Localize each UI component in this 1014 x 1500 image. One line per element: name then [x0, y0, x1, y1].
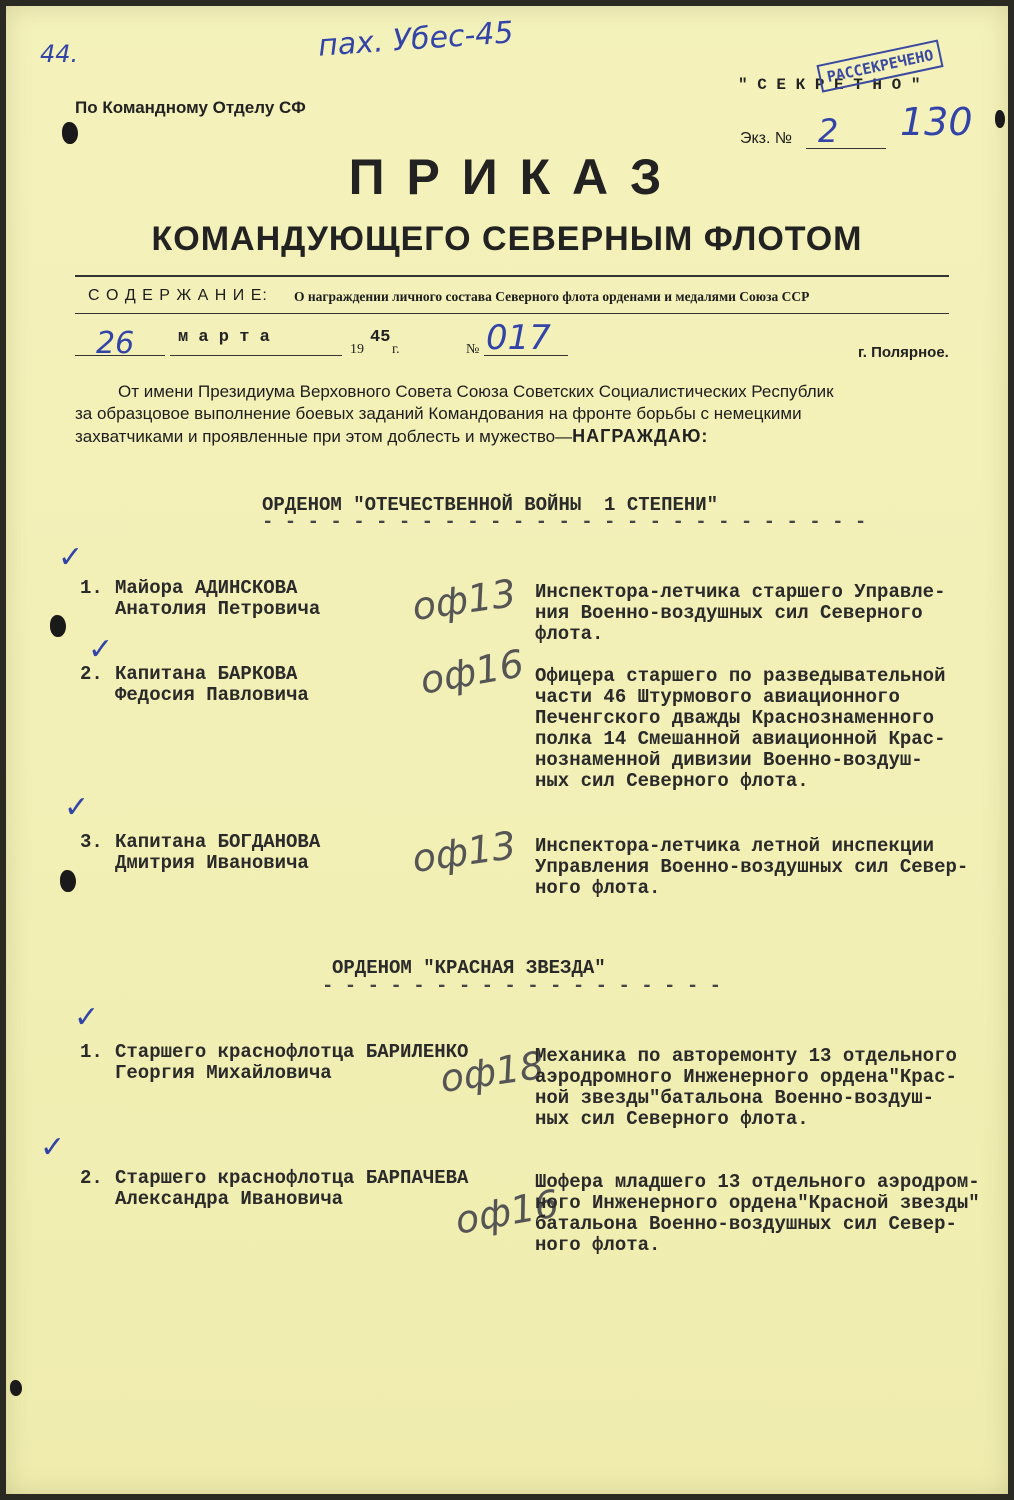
- punch-hole: [10, 1380, 22, 1396]
- year-prefix: 19: [350, 342, 364, 357]
- section2-heading: ОРДЕНОМ "КРАСНАЯ ЗВЕЗДА": [332, 957, 606, 979]
- number-label: №: [466, 342, 480, 357]
- copy-label: Экз. №: [740, 130, 793, 147]
- pencil-note: оф16: [416, 641, 528, 703]
- item-number: 2.: [80, 663, 103, 685]
- recipient-rank-surname: Старшего краснофлотца БАРПАЧЕВА: [115, 1167, 469, 1189]
- item-number: 1.: [80, 1041, 103, 1063]
- recipient-description: Механика по авторемонту 13 отдельного аэродромного Инженерного ордена"Крас- ной звезды"батальона Военно-воздуш- ных сил Северного флота.: [535, 1045, 957, 1130]
- month-underline: [170, 355, 342, 356]
- punch-hole: [62, 122, 78, 144]
- page-subtitle: КОМАНДУЮЩЕГО СЕВЕРНЫМ ФЛОТОМ: [151, 220, 863, 258]
- preamble-line1: От имени Президиума Верховного Совета Союза Советских Социалистических Республик: [118, 382, 834, 401]
- recipient-description: Офицера старшего по разведывательной части 46 Штурмового авиационного Печенгского дважды Краснознаменного полка 14 Смешанной авиационной Крас- нознаменной дивизии Военно-воздуш- ных сил Северного флота.: [535, 665, 946, 792]
- recipient-rank-surname: Старшего краснофлотца БАРИЛЕНКО: [115, 1041, 469, 1063]
- recipient-rank-surname: Майора АДИНСКОВА: [115, 577, 298, 599]
- date-day: 26: [96, 326, 135, 361]
- recipient-rank-surname: Капитана БАРКОВА: [115, 663, 298, 685]
- recipient-description: Шофера младшего 13 отдельного аэродром- ного Инженерного ордена"Красной звезды" батальона Военно-воздушных сил Север- ного флота.: [535, 1171, 980, 1256]
- day-underline: [75, 355, 165, 356]
- date-year: 45: [370, 328, 391, 347]
- punch-hole: [50, 615, 66, 637]
- contents-label: С О Д Е Р Ж А Н И Е:: [88, 287, 268, 304]
- recipient-first-names: Федосия Павловича: [115, 684, 309, 706]
- item-number: 2.: [80, 1167, 103, 1189]
- preamble-line3: [75, 426, 708, 447]
- preamble-text: захватчиками и проявленные при этом доблесть и мужество—: [75, 427, 573, 446]
- year-suffix: г.: [392, 342, 400, 357]
- checkmark-icon: ✓: [74, 1000, 100, 1035]
- archive-note: пах. Убес-45: [317, 15, 515, 64]
- copy-number: 2: [818, 112, 839, 150]
- contents-divider: [75, 313, 949, 314]
- place-label: г. Полярное.: [858, 344, 949, 361]
- page-number: 44.: [40, 40, 79, 68]
- checkmark-icon: ✓: [58, 540, 84, 575]
- number-underline: [484, 355, 568, 356]
- title-divider: [75, 275, 949, 277]
- order-number: 017: [486, 318, 551, 358]
- declassified-stamp: РАССЕКРЕЧЕНО: [816, 39, 943, 92]
- date-month: м а р т а: [178, 328, 270, 347]
- section1-heading: ОРДЕНОМ "ОТЕЧЕСТВЕННОЙ ВОЙНЫ 1 СТЕПЕНИ": [262, 494, 719, 516]
- department-label: По Командному Отделу СФ: [75, 98, 306, 117]
- page-title: П Р И К А З: [348, 149, 666, 205]
- punch-hole: [995, 110, 1005, 128]
- recipient-description: Инспектора-летчика летной инспекции Управления Военно-воздушных сил Север- ного флота.: [535, 835, 969, 899]
- pencil-note: оф13: [409, 822, 519, 882]
- preamble-line2: за образцовое выполнение боевых заданий Командования на фронте борьбы с немецкими: [75, 404, 802, 423]
- punch-hole: [60, 870, 76, 892]
- recipient-first-names: Георгия Михайловича: [115, 1062, 332, 1084]
- checkmark-icon: ✓: [40, 1130, 66, 1165]
- pencil-note: оф13: [409, 570, 519, 630]
- section2-heading-underline: - - - - - - - - - - - - - - - - - -: [322, 975, 722, 997]
- recipient-first-names: Дмитрия Ивановича: [115, 852, 309, 874]
- recipient-rank-surname: Капитана БОГДАНОВА: [115, 831, 321, 853]
- recipient-first-names: Анатолия Петровича: [115, 598, 321, 620]
- recipient-first-names: Александра Ивановича: [115, 1188, 344, 1210]
- pencil-note: оф16: [451, 1181, 563, 1243]
- secrecy-label: " С Е К Р Е Т Н О ": [738, 76, 921, 94]
- contents-text: О награждении личного состава Северного флота орденами и медалями Союза ССР: [294, 289, 810, 304]
- section1-heading-underline: - - - - - - - - - - - - - - - - - - - - - - - - - - -: [262, 511, 867, 533]
- checkmark-icon: ✓: [64, 790, 90, 825]
- checkmark-icon: ✓: [88, 632, 114, 667]
- award-word: НАГРАЖДАЮ:: [572, 426, 709, 446]
- sheet-number: 130: [900, 100, 973, 144]
- item-number: 3.: [80, 831, 103, 853]
- pencil-note: оф18: [437, 1042, 547, 1102]
- item-number: 1.: [80, 577, 103, 599]
- recipient-description: Инспектора-летчика старшего Управле- ния Военно-воздушных сил Северного флота.: [535, 581, 946, 645]
